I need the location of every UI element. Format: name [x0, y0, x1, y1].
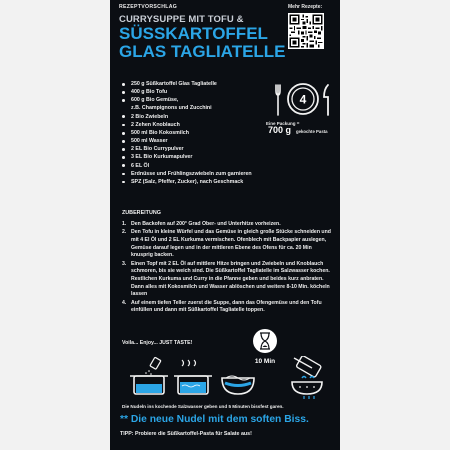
step-number: 1.: [122, 221, 127, 227]
pack-label: Eine Packung =: [266, 121, 300, 126]
step-number: 3.: [122, 260, 127, 267]
ingredient-item: 2 Zehen Knoblauch: [122, 121, 272, 129]
preparation-step: [122, 300, 334, 315]
slogan: ** Die neue Nudel mit dem soften Biss.: [120, 414, 309, 425]
cooking-note: Die Nudeln ins kochende Salzwasser geben und 5 Minuten bissfest garen.: [122, 404, 284, 409]
timer-label: 10 Min: [254, 358, 276, 365]
step-text: Auf einem tiefen Teller zuerst die Suppe, dann das Ofengemüse und den Tofu einfüllen und dann mit Süßkartoffel Tagliatelle toppen.: [131, 299, 322, 314]
ingredient-item: 250 g Süßkartoffel Glas Tagliatelle: [122, 80, 272, 88]
qr-code-icon[interactable]: [288, 13, 324, 49]
preparation-heading: ZUBEREITUNG: [122, 210, 161, 216]
ingredient-item: 2 Bio Zwiebeln: [122, 113, 272, 121]
recipe-title-line3: GLAS TAGLIATELLE: [119, 42, 286, 61]
ingredient-item: 600 g Bio Gemüse,: [122, 96, 272, 104]
boiling-pot-icon: [174, 360, 212, 394]
pack-value: 700 g: [268, 125, 292, 135]
plate-cutlery-icon: [272, 82, 334, 118]
recipe-label: REZEPTVORSCHLAG: [119, 4, 178, 10]
tip-text: TIPP: Probiere die Süßkartoffel-Pasta für Salate aus!: [120, 431, 252, 437]
ingredient-item: 3 EL Bio Kurkumapulver: [122, 153, 272, 161]
ingredient-item: SPZ (Salz, Pfeffer, Zucker), nach Geschmack: [122, 178, 272, 186]
preparation-step: [122, 221, 334, 229]
ingredient-item: 6 EL Öl: [122, 162, 272, 170]
ingredient-item: 500 ml Wasser: [122, 137, 272, 145]
ingredient-item: z.B. Champignons und Zucchini: [131, 105, 212, 112]
voila-text: Voila... Enjoy... JUST TASTE!: [122, 340, 193, 346]
ingredient-item: 2 EL Bio Currypulver: [122, 145, 272, 153]
salt-pot-icon: [130, 357, 168, 394]
pasta-bowl-icon: [222, 376, 254, 394]
step-number: 4.: [122, 299, 127, 306]
recipe-title-line1: CURRYSUPPE MIT TOFU &: [119, 14, 244, 25]
step-number: 2.: [122, 229, 127, 236]
ingredient-item: 400 g Bio Tofu: [122, 88, 272, 96]
ingredient-list: [122, 80, 272, 186]
ingredient-item: 500 ml Bio Kokosmilch: [122, 129, 272, 137]
preparation-step: [122, 229, 334, 260]
recipe-card: [110, 0, 340, 450]
preparation-steps: [122, 221, 334, 315]
cooking-steps-illustration: [122, 356, 334, 400]
step-text: Den Backofen auf 200° Grad Ober- und Unterhitze vorheizen.: [131, 221, 281, 227]
step-text: Den Tofu in kleine Würfel und das Gemüse in gleich große Stücke schneiden und mit 4 El Öl und 2 EL Kurkuma vermischen. Ofenblech mit Backpapier auslegen, Gemüse darauf legen und in der mittleren Ebene des Ofens für ca. 20 Min knusprig backen.: [131, 229, 331, 259]
step-text: Einen Topf mit 2 EL Öl auf mittlere Hitze bringen und Zwiebeln und Knoblauch schmoren, bis sie weich sind. Die Süßkartoffel Tagliatelle im Salzwasser kochen. Restlichen Kurkuma und Curry in die Pfanne geben und beides kurz anbraten. Dann alles mit Kokosmilch und Wasser ablöschen und weitere 8-10 Min. köcheln lassen: [131, 260, 330, 298]
pack-unit: gekochte Pasta: [296, 129, 328, 134]
ingredient-item: Erdnüsse und Frühlingszwiebeln zum garnieren: [122, 170, 272, 178]
strainer-pot-icon: [292, 356, 322, 399]
preparation-step: [122, 261, 334, 300]
recipe-title-line2: SÜSSKARTOFFEL: [119, 24, 268, 43]
persons-count: 4: [299, 92, 307, 107]
qr-label: Mehr Rezepte:: [288, 4, 323, 10]
